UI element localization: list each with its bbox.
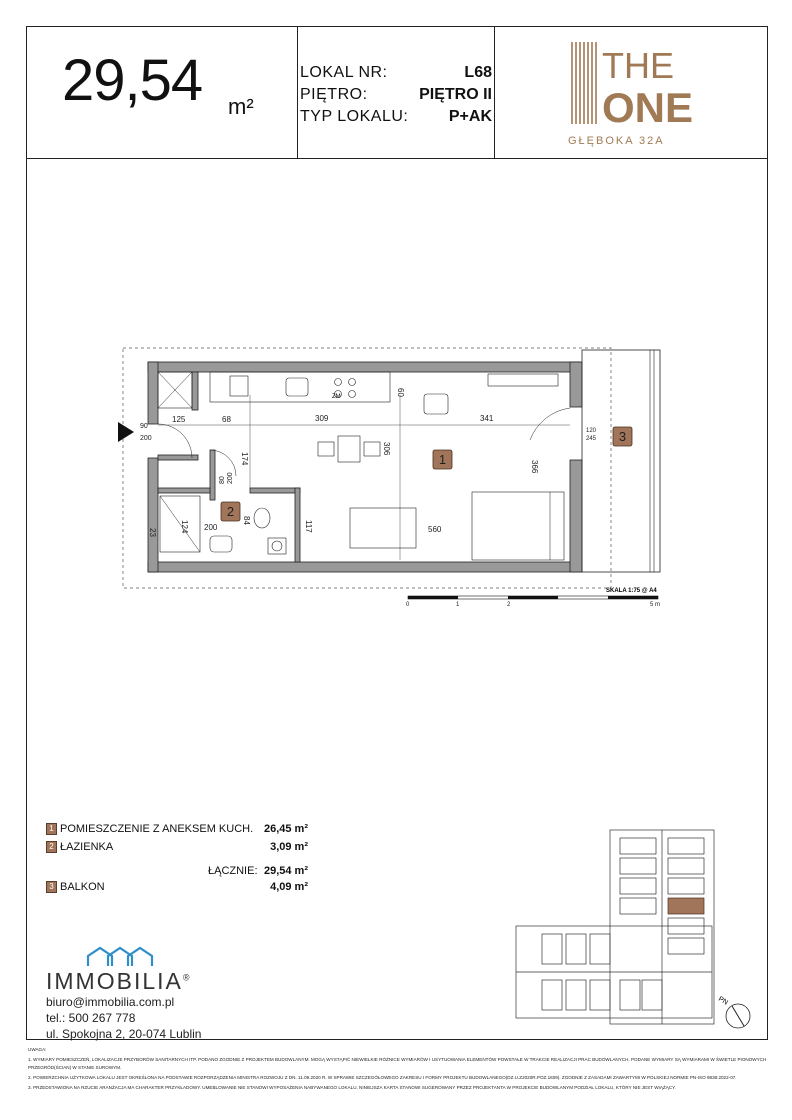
label-typ: TYP LOKALU: xyxy=(300,108,409,125)
key-plan xyxy=(512,826,762,1032)
company-name-text: IMMOBILIA xyxy=(46,968,183,994)
logo-one: ONE xyxy=(602,84,694,131)
table-icon xyxy=(338,436,360,462)
company-reg-mark: ® xyxy=(182,972,192,983)
label-pietro: PIĘTRO: xyxy=(300,86,368,103)
sink-icon xyxy=(286,378,308,396)
svg-text:5 m: 5 m xyxy=(650,602,661,608)
north-label: PN xyxy=(717,995,729,1007)
svg-text:174: 174 xyxy=(240,452,249,466)
room-tag-1 xyxy=(433,450,452,469)
svg-text:309: 309 xyxy=(315,414,329,423)
entry-arrow-icon xyxy=(118,422,134,442)
svg-text:200: 200 xyxy=(227,472,234,484)
legend-room-2 xyxy=(46,841,113,853)
apartment-area: 29,54 xyxy=(62,48,203,113)
notes xyxy=(28,1046,768,1094)
kitchen-counter xyxy=(210,372,390,402)
value-typ: P+AK xyxy=(448,108,492,125)
svg-text:80: 80 xyxy=(219,476,226,484)
apartment-area-unit: m² xyxy=(228,94,254,119)
company-email[interactable]: biuro@immobilia.com.pl xyxy=(46,995,175,1009)
room-badge-1: 1 xyxy=(46,823,57,835)
company-address: ul. Spokojna 2, 20-074 Lublin xyxy=(46,1027,202,1041)
note-3: 3. PRZEDSTAWIONA NA RZUCIE ARANŻACJA MA CHARAKTER PRZYKŁADOWY. UMEBLOWANIE NIE STANOWI WYPOSAŻENIA NABYWANEGO LOKALU. NINIEJSZA KARTA STANOWI SUGEROWANY PRZEZ PROJEKTANTA W PROJEKCIE BUDOWLANYM PODZIAŁ LOKALU, KTÓRY NIE JEST WIĄŻĄCY. xyxy=(28,1085,676,1090)
room-tag-3 xyxy=(613,427,632,446)
immobilia-roofs-icon xyxy=(84,946,164,968)
room-area-1: 26,45 m² xyxy=(263,823,308,835)
svg-text:341: 341 xyxy=(480,414,494,423)
svg-text:1: 1 xyxy=(456,602,460,608)
notes-title: UWAGA: xyxy=(28,1047,47,1052)
stove-icon xyxy=(335,379,342,386)
scale-label: SKALA 1:75 @ A4 xyxy=(606,588,657,594)
svg-text:560: 560 xyxy=(428,525,442,534)
svg-text:0: 0 xyxy=(406,602,410,608)
logo-address: GŁĘBOKA 32A xyxy=(568,135,665,147)
logo-bars-icon xyxy=(572,42,596,124)
north-arrow-icon xyxy=(726,1004,750,1028)
note-1: 1. WYMIARY POMIESZCZEŃ, LOKALIZACJE PRZYBORÓW SANITARNYCH ITP. PODANO ZGODNIE Z PROJEKTEM BUDOWLANYM. MOGĄ WYSTĄPIĆ NIEWIELKIE RÓŻNICE WYMIARÓW I USYTUOWANIA ELEMENTÓW POWSTAŁE W TRAKCIE REALIZACJI PRAC BUDOWLANYCH. PODANE WYMIARY SĄ WYMIARAMI W ŚWIETLE PIONOWYCH PRZEGRÓD(ŚCIAN) W STANIE SUROWYM. xyxy=(28,1057,767,1070)
svg-text:117: 117 xyxy=(304,520,313,533)
value-lokal: L68 xyxy=(464,64,492,81)
svg-text:245: 245 xyxy=(586,436,597,442)
room-tag-2 xyxy=(221,502,240,521)
svg-text:125: 125 xyxy=(172,415,186,424)
svg-text:60: 60 xyxy=(396,388,405,397)
dimension-labels xyxy=(140,388,597,537)
floor-plan xyxy=(110,340,670,620)
header-divider-2 xyxy=(494,26,495,159)
washer-icon xyxy=(268,538,286,554)
svg-text:306: 306 xyxy=(382,442,391,456)
room-badge-2: 2 xyxy=(46,841,57,853)
header-divider-1 xyxy=(297,26,298,159)
room-badge-3: 3 xyxy=(46,881,57,893)
svg-text:120: 120 xyxy=(586,428,597,434)
logo-the: THE xyxy=(602,45,674,86)
toilet-icon xyxy=(254,508,270,528)
walls xyxy=(148,362,582,572)
total-label: ŁĄCZNIE: xyxy=(208,865,258,877)
the-one-logo xyxy=(566,40,696,150)
balcony-area: 4,09 m² xyxy=(270,881,308,893)
scale-ticks xyxy=(406,602,660,608)
company-phone[interactable]: tel.: 500 267 778 xyxy=(46,1011,136,1025)
label-lokal: LOKAL NR: xyxy=(300,64,388,81)
svg-text:84: 84 xyxy=(242,516,251,525)
svg-text:200: 200 xyxy=(204,523,218,532)
svg-text:124: 124 xyxy=(180,520,189,534)
balcony-outline xyxy=(582,350,660,572)
chair-icon xyxy=(424,394,448,414)
svg-text:200: 200 xyxy=(140,435,152,442)
desk-icon xyxy=(488,374,558,386)
room-name-1: POMIESZCZENIE Z ANEKSEM KUCH. xyxy=(60,823,254,835)
svg-text:2: 2 xyxy=(226,504,235,519)
room-area-2: 3,09 m² xyxy=(270,841,308,853)
balcony-door-icon xyxy=(530,408,570,440)
sofa-icon xyxy=(350,508,416,548)
company-name xyxy=(46,968,192,995)
entrance-door-icon xyxy=(158,424,192,458)
svg-text:1: 1 xyxy=(438,452,447,467)
svg-text:2: 2 xyxy=(507,602,511,608)
balcony-name: BALKON xyxy=(60,881,105,893)
value-pietro: PIĘTRO II xyxy=(419,86,492,103)
scale-bar xyxy=(408,596,658,599)
note-2: 2. POWIERZCHNIA UŻYTKOWA LOKALU JEST OKREŚLONA NA PODSTAWIE ROZPORZĄDZENIA MINISTRA ROZWOJU Z DN. 11.09.2020 R. W SPRAWIE SZCZEGÓŁOWEGO ZAKRESU I FORMY PROJEKTU BUDOWLANEGO(DZ.U.Z2020R.POZ.1609). ZGODNIE Z ZASADAMI ZAWARTYMI W POLSKIEJ NORMIE PN-ISO 9836:2022-07. xyxy=(28,1075,737,1080)
total-value: 29,54 m² xyxy=(263,865,308,877)
svg-text:68: 68 xyxy=(222,415,231,424)
highlighted-unit xyxy=(668,898,704,914)
washbasin-icon xyxy=(210,536,232,552)
svg-text:3: 3 xyxy=(618,429,627,444)
svg-text:366: 366 xyxy=(530,460,539,474)
zm-label: ZM xyxy=(332,394,341,400)
svg-text:90: 90 xyxy=(140,423,148,430)
legend-balcony xyxy=(46,881,105,893)
room-name-2: ŁAZIENKA xyxy=(60,841,114,853)
svg-text:23: 23 xyxy=(148,528,157,537)
